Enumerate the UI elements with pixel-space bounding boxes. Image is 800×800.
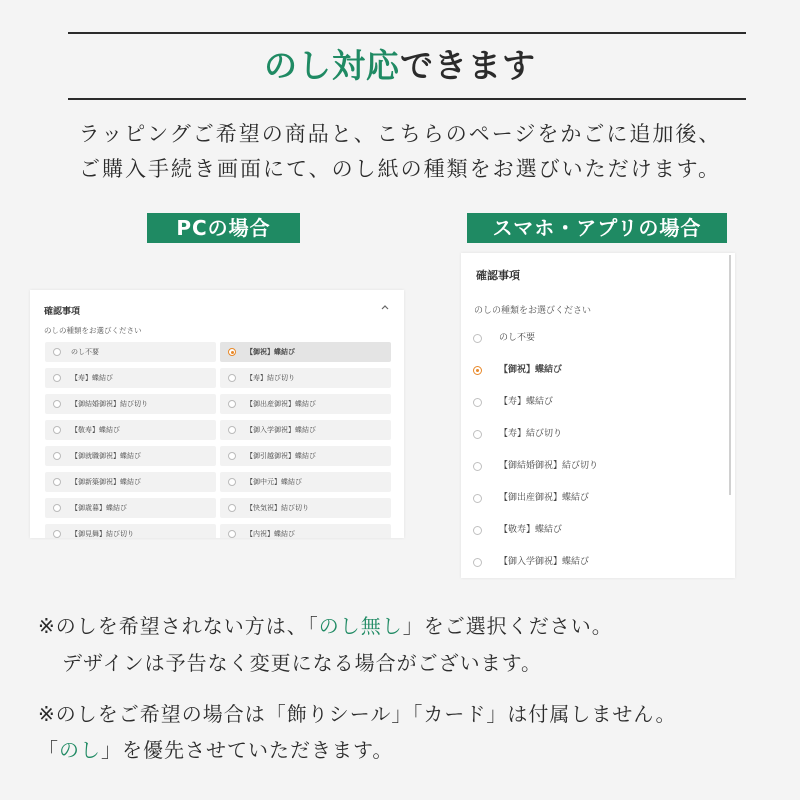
pc-option-label: 【寿】結び切り	[246, 374, 295, 382]
note-1-pre: ※のしを希望されない方は、「	[38, 614, 319, 638]
smartphone-case-label: スマホ・アプリの場合	[467, 213, 727, 243]
sp-option-label: 【敬寿】蝶結び	[499, 525, 563, 535]
radio-icon[interactable]	[53, 348, 61, 356]
radio-icon[interactable]	[228, 530, 236, 538]
title-rest: できます	[400, 46, 536, 85]
page-title	[0, 40, 800, 87]
title-divider	[68, 98, 746, 100]
pc-option-label: 【寿】蝶結び	[71, 374, 113, 382]
chevron-up-icon[interactable]	[380, 302, 390, 312]
smartphone-noshi-panel	[461, 253, 735, 578]
radio-icon[interactable]	[228, 374, 236, 382]
sp-option-label: 【寿】蝶結び	[499, 397, 554, 407]
pc-option[interactable]	[220, 446, 391, 466]
note-1-line-1	[38, 610, 613, 639]
sp-option-label: 【寿】結び切り	[499, 429, 563, 439]
pc-noshi-panel	[30, 290, 404, 538]
radio-icon[interactable]	[53, 374, 61, 382]
intro-line-1: ラッピングご希望の商品と、こちらのページをかごに追加後、	[78, 122, 722, 146]
pc-option[interactable]	[45, 394, 216, 414]
pc-option[interactable]	[45, 524, 216, 538]
note-1-highlight: のし無し	[318, 614, 403, 638]
radio-icon[interactable]	[53, 426, 61, 434]
sp-option[interactable]	[461, 490, 721, 506]
sp-option[interactable]	[461, 394, 721, 410]
pc-option[interactable]	[45, 472, 216, 492]
pc-option[interactable]	[220, 524, 391, 538]
pc-option-label: 【御祝】蝶結び	[246, 348, 295, 356]
radio-icon[interactable]	[473, 558, 482, 567]
intro-line-2: ご購入手続き画面にて、のし紙の種類をお選びいただけます。	[79, 157, 721, 181]
note-2-line-2	[38, 734, 393, 763]
pc-option-label: のし不要	[71, 348, 99, 356]
radio-icon[interactable]	[473, 494, 482, 503]
note-2-post: 」を優先させていただきます。	[101, 738, 394, 762]
pc-option-label: 【御中元】蝶結び	[246, 478, 302, 486]
radio-icon[interactable]	[228, 504, 236, 512]
pc-option-label: 【御引越御祝】蝶結び	[246, 452, 316, 460]
radio-icon[interactable]	[228, 478, 236, 486]
scrollbar[interactable]	[729, 255, 731, 495]
radio-icon[interactable]	[53, 452, 61, 460]
pc-option-label: 【御歳暮】蝶結び	[71, 504, 127, 512]
pc-option[interactable]	[45, 342, 216, 362]
pc-option[interactable]	[220, 394, 391, 414]
sp-option[interactable]	[461, 362, 721, 378]
pc-panel-heading: 確認事項	[44, 307, 81, 317]
radio-icon[interactable]	[473, 526, 482, 535]
radio-icon[interactable]	[473, 334, 482, 343]
pc-option[interactable]	[45, 446, 216, 466]
pc-option[interactable]	[45, 420, 216, 440]
pc-option-label: 【内祝】蝶結び	[246, 530, 295, 538]
sp-option[interactable]	[461, 554, 721, 570]
note-2-pre: 「	[38, 738, 59, 762]
note-2-line-1: ※のしをご希望の場合は「飾りシール」「カード」は付属しません。	[38, 702, 677, 726]
pc-option[interactable]	[220, 368, 391, 388]
radio-icon[interactable]	[473, 366, 482, 375]
sp-panel-heading: 確認事項	[476, 269, 520, 282]
sp-option[interactable]	[461, 522, 721, 538]
radio-icon[interactable]	[228, 348, 236, 356]
top-divider	[68, 32, 746, 34]
sp-option[interactable]	[461, 426, 721, 442]
sp-option-label: 【御入学御祝】蝶結び	[499, 557, 590, 567]
radio-icon[interactable]	[473, 398, 482, 407]
pc-option-label: 【御出産御祝】蝶結び	[246, 400, 316, 408]
sp-option-label: 【御祝】蝶結び	[499, 365, 563, 375]
sp-option-label: 【御結婚御祝】結び切り	[499, 461, 599, 471]
pc-option-label: 【御結婚御祝】結び切り	[71, 400, 148, 408]
note-2-highlight: のし	[59, 738, 101, 762]
note-1-post: 」をご選択ください。	[402, 614, 613, 638]
pc-case-label: PCの場合	[147, 213, 300, 243]
radio-icon[interactable]	[473, 430, 482, 439]
sp-option[interactable]	[461, 330, 721, 346]
pc-option-label: 【御入学御祝】蝶結び	[246, 426, 316, 434]
pc-panel-subheading: のしの種類をお選びください	[44, 326, 142, 335]
pc-option-label: 【敬寿】蝶結び	[71, 426, 120, 434]
sp-option[interactable]	[461, 458, 721, 474]
sp-option-label: 【御出産御祝】蝶結び	[499, 493, 590, 503]
pc-option-label: 【御新築御祝】蝶結び	[71, 478, 141, 486]
pc-option[interactable]	[45, 498, 216, 518]
pc-option-label: 【御見舞】結び切り	[71, 530, 134, 538]
radio-icon[interactable]	[53, 478, 61, 486]
radio-icon[interactable]	[53, 400, 61, 408]
pc-option[interactable]	[45, 368, 216, 388]
radio-icon[interactable]	[53, 530, 61, 538]
radio-icon[interactable]	[228, 400, 236, 408]
title-accent: のし対応	[264, 46, 400, 85]
pc-option[interactable]	[220, 498, 391, 518]
radio-icon[interactable]	[228, 452, 236, 460]
sp-option-label: のし不要	[499, 333, 536, 343]
radio-icon[interactable]	[473, 462, 482, 471]
radio-icon[interactable]	[228, 426, 236, 434]
pc-option[interactable]	[220, 472, 391, 492]
pc-option[interactable]	[220, 420, 391, 440]
radio-icon[interactable]	[53, 504, 61, 512]
pc-option[interactable]	[220, 342, 391, 362]
pc-option-label: 【御就職御祝】蝶結び	[71, 452, 141, 460]
pc-option-label: 【快気祝】結び切り	[246, 504, 309, 512]
note-1-line-2: デザインは予告なく変更になる場合がございます。	[62, 651, 542, 675]
sp-panel-subheading: のしの種類をお選びください	[474, 306, 592, 316]
